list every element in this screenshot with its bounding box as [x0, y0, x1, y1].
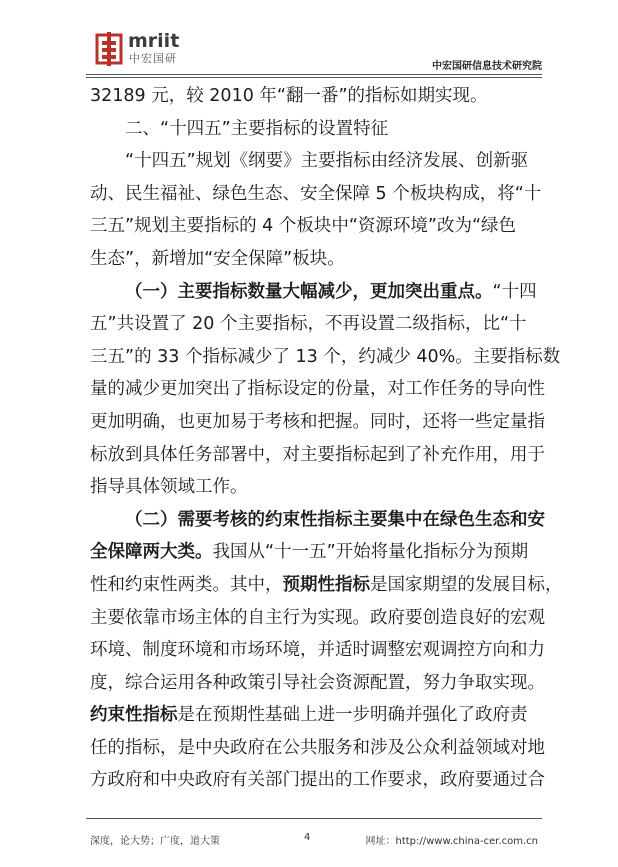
- bold-term: 预期性指标: [282, 574, 370, 595]
- bold-lead: 全保障两大类。: [90, 542, 213, 563]
- logo-mark-icon: [94, 32, 124, 66]
- paragraph-line: 任的指标，是中央政府在公共服务和涉及公众利益领域对地: [90, 737, 545, 758]
- page-number: 4: [304, 832, 311, 843]
- paragraph-line: 环境、制度环境和市场环境，并适时调整宏观调控方向和力: [90, 640, 545, 661]
- paragraph-line: 三五”规划主要指标的 4 个板块中“资源环境”改为“绿色: [90, 216, 517, 237]
- paragraph-line: 量的减少更加突出了指标设定的份量，对工作任务的导向性: [90, 379, 545, 400]
- bold-lead: （一）主要指标数量大幅减少，更加突出重点。: [125, 281, 493, 302]
- paragraph-line: 生态”，新增加“安全保障”板块。: [90, 248, 345, 269]
- paragraph-line: 五”共设置了 20 个主要指标，不再设置二级指标，比“十: [90, 314, 527, 335]
- footer-website: 网址：http://www.china-cer.com.cn: [365, 836, 538, 847]
- paragraph-line: [90, 504, 545, 537]
- header-rule: [86, 74, 542, 75]
- org-name: 中宏国研信息技术研究院: [432, 61, 542, 72]
- footer-slogan: 深度，论大势；广度，道大策: [90, 836, 220, 847]
- paragraph-line: 约束性指标是在预期性基础上进一步明确并强化了政府责: [90, 705, 528, 726]
- footer-rule: [86, 818, 542, 819]
- paragraph-line: 全保障两大类。我国从“十一五”开始将量化指标分为预期: [90, 542, 529, 563]
- logo-text-cn: 中宏国研: [129, 52, 177, 65]
- page-header: [0, 0, 618, 82]
- paragraph-line: 主要依靠市场主体的自主行为实现。政府要创造良好的宏观: [90, 607, 545, 628]
- logo-text-en: mriit: [128, 30, 180, 52]
- paragraph-line: 指导具体领域工作。: [90, 477, 248, 498]
- bold-lead: （二）需要考核的约束性指标主要集中在绿色生态和安: [125, 509, 545, 530]
- paragraph-line: 性和约束性两类。其中，预期性指标是国家期望的发展目标，: [90, 574, 563, 595]
- paragraph-line: 方政府和中央政府有关部门提出的工作要求，政府要通过合: [90, 770, 545, 791]
- paragraph-line: （一）主要指标数量大幅减少，更加突出重点。“十四: [125, 281, 537, 302]
- section-heading: 二、“十四五”主要指标的设置特征: [125, 118, 389, 139]
- paragraph-line: 标放到具体任务部署中，对主要指标起到了补充作用，用于: [90, 444, 545, 465]
- paragraph-line: 动、民生福祉、绿色生态、安全保障 5 个板块构成，将“十: [90, 183, 542, 204]
- company-logo: [94, 30, 184, 70]
- paragraph-line: “十四五”规划《纲要》主要指标由经济发展、创新驱: [125, 151, 529, 172]
- paragraph-line: 更加明确，也更加易于考核和把握。同时，还将一些定量指: [90, 411, 545, 432]
- document-body: [90, 80, 563, 797]
- bold-term: 约束性指标: [90, 705, 178, 726]
- paragraph-line: 度，综合运用各种政策引导社会资源配置，努力争取实现。: [90, 672, 545, 693]
- paragraph-line: 32189 元，较 2010 年“翻一番”的指标如期实现。: [90, 86, 488, 106]
- paragraph-line: 三五”的 33 个指标减少了 13 个，约减少 40%。主要指标数: [90, 346, 561, 367]
- header-rule-thin: [86, 77, 542, 78]
